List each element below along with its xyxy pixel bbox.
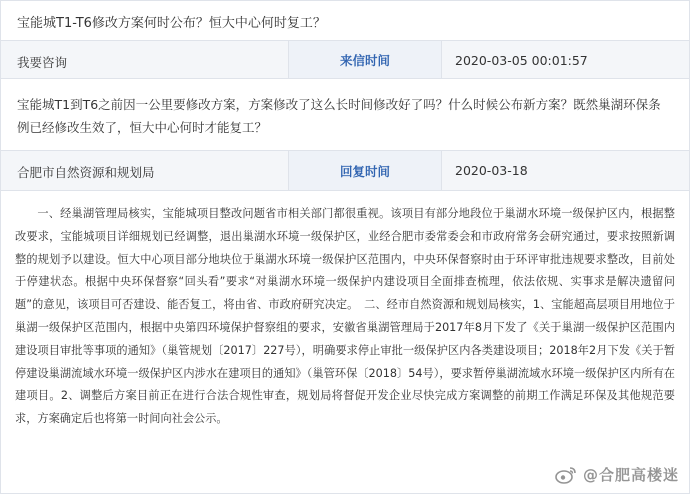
weibo-icon	[555, 466, 577, 484]
question-title-row	[1, 1, 689, 41]
reply-info-row	[1, 151, 689, 191]
reply-time-value: 2020-03-18	[455, 163, 528, 178]
ask-info-row	[1, 41, 689, 79]
reply-body: 一、经巢湖管理局核实，宝能城项目整改问题省市相关部门都很重视。该项目有部分地段位于巢湖水环境一级保护区内，根据整改要求，宝能城项目详细规划已经调整，退出巢湖水环境一级保护区，业经合肥市委常委会和市政府常务会研究通过，要求按照新调整的规划予以建设。恒大中心项目部分地块位于巢湖水环境一级保护区范围内，中央环保督察时由于环评审批违规要求整改，目前处于停建状态。根据中央环保督察“回头看”要求“对巢湖水环境一级保护内建设项目全面排查梳理，依法依规、实事求是解决遗留问题”的意见，该项目可否建设、能否复工，将由省、市政府研究决定。 二、经市自然资源和规划局核实，1、宝能超高层项目用地位于巢湖一级保护区范围内，根据中央第四环境保护督察组的要求，安徽省巢湖管理局于2017年8月下发了《关于巢湖一级保护区范围内建设项目审批等事项的通知》（巢管规划〔2017〕227号），明确要求停止审批一级保护区内各类建设项目；2018年2月下发《关于暂停建设巢湖流域水环境一级保护区内涉水在建项目的通知》（巢管环保〔2018〕54号），要求暂停巢湖流域水环境一级保护区内所有在建项目。2、调整后方案目前正在进行合法合规性审查，规划局将督促开发企业尽快完成方案调整的前期工作满足环保及其他规范要求，方案确定后也将第一时间向社会公示。	[15, 207, 675, 426]
reply-body-row	[1, 191, 689, 493]
question-body-row	[1, 79, 689, 151]
letter-time-label: 来信时间	[288, 41, 442, 78]
asker-label: 我要咨询	[17, 55, 68, 70]
responder-name: 合肥市自然资源和规划局	[17, 165, 155, 180]
watermark-text: @合肥高楼迷	[582, 466, 679, 484]
question-body: 宝能城T1到T6之前因一公里要修改方案，方案修改了这么长时间修改好了吗？什么时候公布新方案？既然巢湖环保条例已经修改生效了，恒大中心何时才能复工？	[17, 97, 661, 135]
question-title: 宝能城T1-T6修改方案何时公布？恒大中心何时复工？	[17, 16, 326, 31]
watermark	[555, 464, 679, 485]
reply-time-label: 回复时间	[288, 151, 442, 190]
letter-time-value: 2020-03-05 00:01:57	[455, 53, 588, 68]
